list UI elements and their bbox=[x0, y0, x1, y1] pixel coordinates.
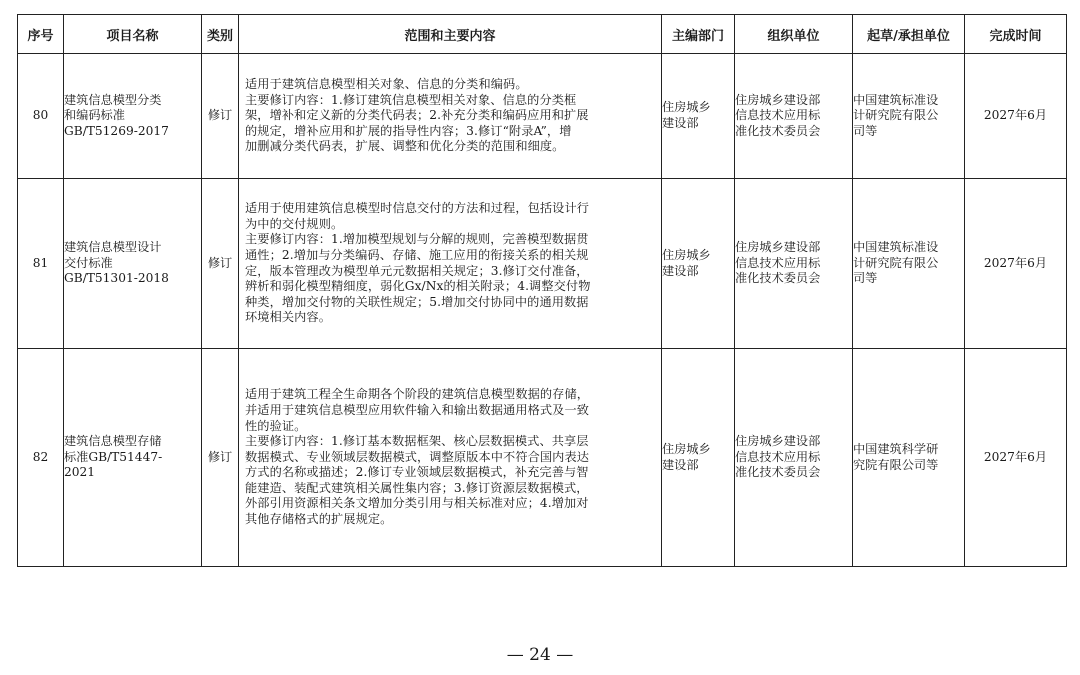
row-scope bbox=[239, 349, 662, 567]
project-name-line: 交付标准 bbox=[64, 255, 113, 270]
row-org bbox=[735, 349, 853, 567]
row-dept bbox=[662, 179, 735, 349]
scope-line: 加删减分类代码表，扩展、调整和优化分类的范围和细度。 bbox=[245, 139, 565, 154]
row-drafter bbox=[853, 179, 965, 349]
org-line: 住房城乡建设部 bbox=[735, 434, 821, 449]
org-line: 准化技术委员会 bbox=[735, 465, 821, 480]
scope-line: 为中的交付规则。 bbox=[245, 216, 344, 231]
scope-line: 方式的名称或描述；2.修订专业领域层数据模式，补充完善与智 bbox=[245, 465, 589, 480]
scope-line: 辨析和弱化模型精细度，弱化Gx/Nx的相关附录；4.调整交付物 bbox=[245, 279, 591, 294]
scope-line: 性的验证。 bbox=[245, 418, 307, 433]
scope-line: 种类，增加交付物的关联性规定；5.增加交付协同中的通用数据 bbox=[245, 294, 589, 309]
header-dept: 主编部门 bbox=[662, 15, 735, 54]
drafter-line: 计研究院有限公 bbox=[853, 255, 939, 270]
org-line: 信息技术应用标 bbox=[735, 255, 821, 270]
row-type: 修订 bbox=[202, 349, 239, 567]
row-project-name bbox=[64, 349, 202, 567]
page-number: — 24 — bbox=[506, 645, 574, 665]
header-org: 组织单位 bbox=[735, 15, 853, 54]
org-line: 准化技术委员会 bbox=[735, 123, 821, 138]
table-row bbox=[18, 179, 1067, 349]
dept-line: 住房城乡 bbox=[662, 100, 711, 115]
scope-line: 的规定，增补应用和扩展的指导性内容；3.修订“附录A”，增 bbox=[245, 123, 572, 138]
project-name-line: 建筑信息模型分类 bbox=[64, 92, 162, 107]
row-time: 2027年6月 bbox=[965, 54, 1067, 179]
row-drafter bbox=[853, 54, 965, 179]
project-name-line: 标准GB/T51447- bbox=[64, 449, 163, 464]
project-name-line: 建筑信息模型存储 bbox=[64, 434, 162, 449]
row-scope bbox=[239, 179, 662, 349]
row-dept bbox=[662, 349, 735, 567]
project-name-line: GB/T51301-2018 bbox=[64, 271, 169, 286]
org-line: 住房城乡建设部 bbox=[735, 240, 821, 255]
scope-line: 环境相关内容。 bbox=[245, 310, 332, 325]
scope-line: 定，版本管理改为模型单元元数据相关规定；3.修订交付准备， bbox=[245, 263, 589, 278]
row-scope bbox=[239, 54, 662, 179]
drafter-line: 中国建筑标准设 bbox=[853, 92, 939, 107]
row-seq: 80 bbox=[18, 54, 64, 179]
project-name-line: 和编码标准 bbox=[64, 108, 125, 123]
scope-line: 适用于建筑工程全生命期各个阶段的建筑信息模型数据的存储， bbox=[245, 387, 590, 402]
scope-line: 并适用于建筑信息模型应用软件输入和输出数据通用格式及一致 bbox=[245, 402, 590, 417]
row-seq: 82 bbox=[18, 349, 64, 567]
dept-line: 建设部 bbox=[662, 116, 699, 130]
scope-line: 数据模式、专业领域层数据模式，调整原版本中不符合国内表达 bbox=[245, 449, 590, 464]
dept-line: 住房城乡 bbox=[662, 441, 711, 456]
header-time: 完成时间 bbox=[965, 15, 1067, 54]
header-row bbox=[18, 15, 1067, 54]
table-row bbox=[18, 54, 1067, 179]
row-time: 2027年6月 bbox=[965, 349, 1067, 567]
row-time: 2027年6月 bbox=[965, 179, 1067, 349]
scope-line: 其他存储格式的扩展规定。 bbox=[245, 512, 393, 527]
dept-line: 住房城乡 bbox=[662, 247, 711, 262]
scope-line: 外部引用资源相关条文增加分类引用与相关标准对应；4.增加对 bbox=[245, 496, 589, 511]
dept-line: 建设部 bbox=[662, 457, 699, 472]
project-name-line: 建筑信息模型设计 bbox=[64, 240, 162, 255]
org-line: 信息技术应用标 bbox=[735, 108, 821, 123]
row-project-name bbox=[64, 179, 202, 349]
drafter-line: 中国建筑科学研 bbox=[853, 441, 939, 456]
drafter-line: 司等 bbox=[853, 271, 878, 286]
row-drafter bbox=[853, 349, 965, 567]
org-line: 准化技术委员会 bbox=[735, 271, 821, 286]
row-seq: 81 bbox=[18, 179, 64, 349]
row-org bbox=[735, 179, 853, 349]
scope-line: 适用于使用建筑信息模型时信息交付的方法和过程，包括设计行 bbox=[245, 201, 590, 216]
scope-line: 能建造、装配式建筑相关属性集内容；3.修订资源层数据模式， bbox=[245, 480, 589, 495]
standards-table bbox=[17, 14, 1067, 567]
org-line: 信息技术应用标 bbox=[735, 449, 821, 464]
project-name-line: GB/T51269-2017 bbox=[64, 123, 169, 138]
drafter-line: 中国建筑标准设 bbox=[853, 240, 939, 255]
header-type: 类别 bbox=[202, 15, 239, 54]
scope-line: 主要修订内容：1.修订建筑信息模型相关对象、信息的分类框 bbox=[245, 92, 577, 107]
scope-line: 适用于建筑信息模型相关对象、信息的分类和编码。 bbox=[245, 77, 528, 92]
header-drafter: 起草/承担单位 bbox=[853, 15, 965, 54]
drafter-line: 究院有限公司等 bbox=[853, 457, 939, 472]
header-name: 项目名称 bbox=[64, 15, 202, 54]
scope-line: 通性；2.增加与分类编码、存储、施工应用的衔接关系的相关规 bbox=[245, 247, 589, 262]
scope-line: 主要修订内容：1.修订基本数据框架、核心层数据模式、共享层 bbox=[245, 434, 589, 449]
org-line: 住房城乡建设部 bbox=[735, 92, 821, 107]
scope-line: 主要修订内容：1.增加模型规划与分解的规则，完善模型数据贯 bbox=[245, 232, 589, 247]
header-seq: 序号 bbox=[18, 15, 64, 54]
table-row bbox=[18, 349, 1067, 567]
drafter-line: 司等 bbox=[853, 123, 878, 138]
row-type: 修订 bbox=[202, 179, 239, 349]
row-type: 修订 bbox=[202, 54, 239, 179]
dept-line: 建设部 bbox=[662, 263, 699, 278]
row-org bbox=[735, 54, 853, 179]
header-scope: 范围和主要内容 bbox=[239, 15, 662, 54]
project-name-line: 2021 bbox=[64, 465, 96, 480]
row-project-name bbox=[64, 54, 202, 179]
drafter-line: 计研究院有限公 bbox=[853, 108, 939, 123]
scope-line: 架，增补和定义新的分类代码表；2.补充分类和编码应用和扩展 bbox=[245, 108, 589, 123]
row-dept bbox=[662, 54, 735, 179]
